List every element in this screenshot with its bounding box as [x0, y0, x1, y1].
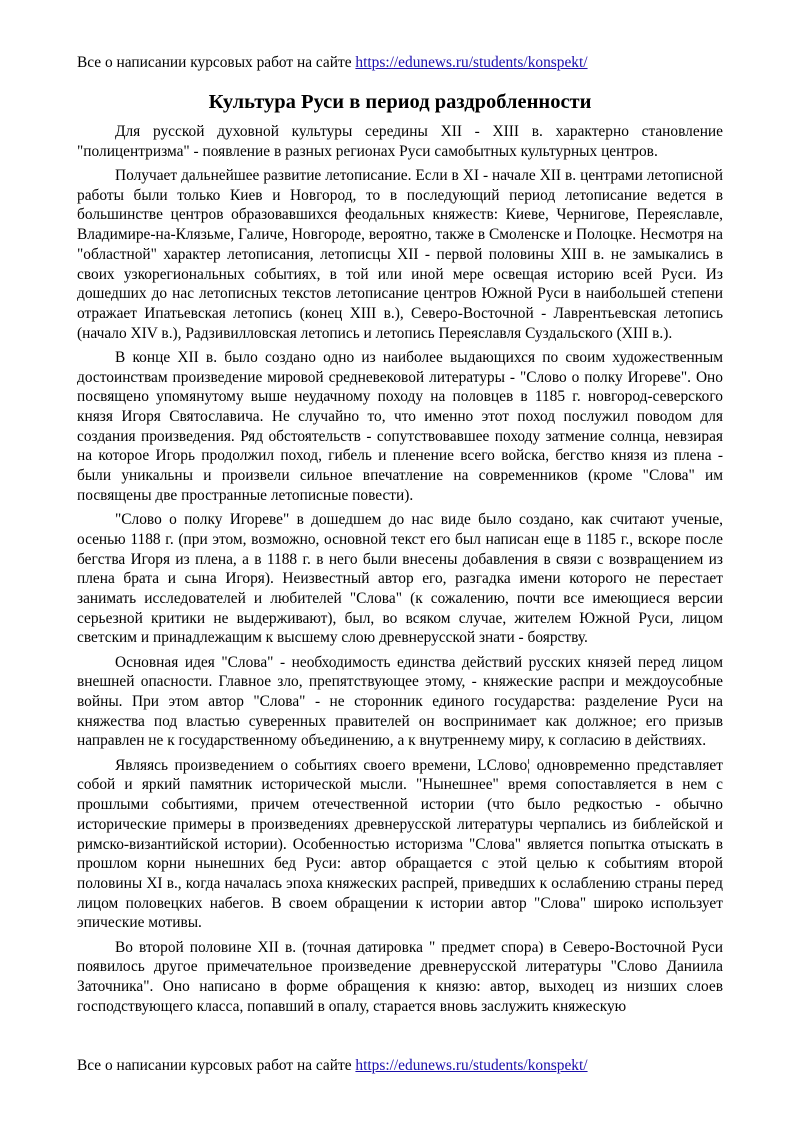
page-header — [77, 52, 723, 74]
paragraph: Основная идея "Слова" - необходимость единства действий русских князей перед лицом внешней опасности. Главное зло, препятствующее этому, - княжеские распри и междоусобные войны. При этом автор "Слова" - не сторонник единого государства: разделение Руси на княжества под властью суверенных правителей он воспринимает как должное; его призыв направлен не к государственному объединению, а к внутреннему миру, к согласию в действиях. — [77, 653, 723, 750]
header-link[interactable]: https://edunews.ru/students/konspekt/ — [355, 54, 588, 71]
paragraph: Для русской духовной культуры середины XII - XIII в. характерно становление "полицентризма" - появление в разных регионах Руси самобытных культурных центров. — [77, 123, 723, 160]
paragraph: Во второй половине XII в. (точная датировка " предмет спора) в Северо-Восточной Руси появилось другое примечательное произведение древнерусской литературы "Слово Даниила Заточника". Оно написано в форме обращения к князю: автор, выходец из низших слоев господствующего класса, попавший в опалу, старается вновь заслужить княжескую — [77, 938, 723, 1015]
document-body — [77, 122, 723, 1017]
footer-text: Все о написании курсовых работ на сайте — [77, 1057, 356, 1074]
paragraph: Получает дальнейшее развитие летописание. Если в XI - начале XII в. центрами летописной работы были только Киев и Новгород, то в последующий период летописание ведется в большинстве центров образовавшихся феодальных княжеств: Киеве, Чернигове, Переяславле, Владимире-на-Клязьме, Галиче, Новгороде, вероятно, также в Смоленске и Полоцке. Несмотря на "областной" характер летописания, летописцы XII - первой половины XIII в. не замыкались в своих узкорегиональных событиях, в той или иной мере освещая историю всей Руси. Из дошедших до нас летописных текстов летописание центров Южной Руси в наибольшей степени отражает Ипатьевская летопись (конец XIII в.), Северо-Восточной - Лаврентьевская летопись (начало XIV в.), Радзивилловская летопись и летопись Переяславля Суздальского (XIII в.). — [77, 167, 723, 342]
page-footer — [77, 1055, 723, 1077]
paragraph: В конце XII в. было создано одно из наиболее выдающихся по своим художественным достоинствам произведение мировой средневековой литературы - "Слово о полку Игореве". Оно посвящено упомянутому выше неудачному походу на половцев в 1185 г. новгород-северского князя Игоря Святославича. Не случайно то, что именно этот поход послужил поводом для создания произведения. Ряд обстоятельств - сопутствовавшее походу затмение солнца, невзирая на которое Игорь продолжил поход, гибель и пленение всего войска, бегство князя из плена - были уникальны и произвели сильное впечатление на современников (кроме "Слова" им посвящены две пространные летописные повести). — [77, 348, 723, 504]
footer-link[interactable]: https://edunews.ru/students/konspekt/ — [355, 1057, 588, 1074]
paragraph: Являясь произведением о событиях своего времени, LСлово¦ одновременно представляет собой и яркий памятник исторической мысли. "Нынешнее" время сопоставляется в нем с прошлыми событиями, причем отечественной истории (что было редкостью - обычно исторические примеры в произведениях древнерусской литературы черпались из библейской и римско-византийской истории). Особенностью историзма "Слова" является попытка отыскать в прошлом корни нынешних бед Руси: автор обращается с этой целью к событиям второй половины XI в., когда началась эпоха княжеских распрей, приведших к ослаблению страны перед лицом половецких набегов. В своем обращении к истории автор "Слова" широко использует эпические мотивы. — [77, 756, 723, 932]
header-text: Все о написании курсовых работ на сайте — [77, 54, 356, 71]
document-title: Культура Руси в период раздробленности — [208, 91, 592, 113]
document-page — [77, 52, 723, 1021]
paragraph: "Слово о полку Игореве" в дошедшем до нас виде было создано, как считают ученые, осенью 1188 г. (при этом, возможно, основной текст его был написан еще в 1185 г., вскоре после бегства Игоря из плена, а в 1188 г. в него были внесены добавления в связи с возвращением из плена брата и сына Игоря). Неизвестный автор его, разгадка имени которого не перестает занимать исследователей и любителей "Слова" (к сожалению, почти все имеющиеся версии серьезной критики не выдерживают), был, во всяком случае, жителем Южной Руси, лицом светским и принадлежащим к высшему слою древнерусской знати - боярству. — [77, 511, 723, 647]
